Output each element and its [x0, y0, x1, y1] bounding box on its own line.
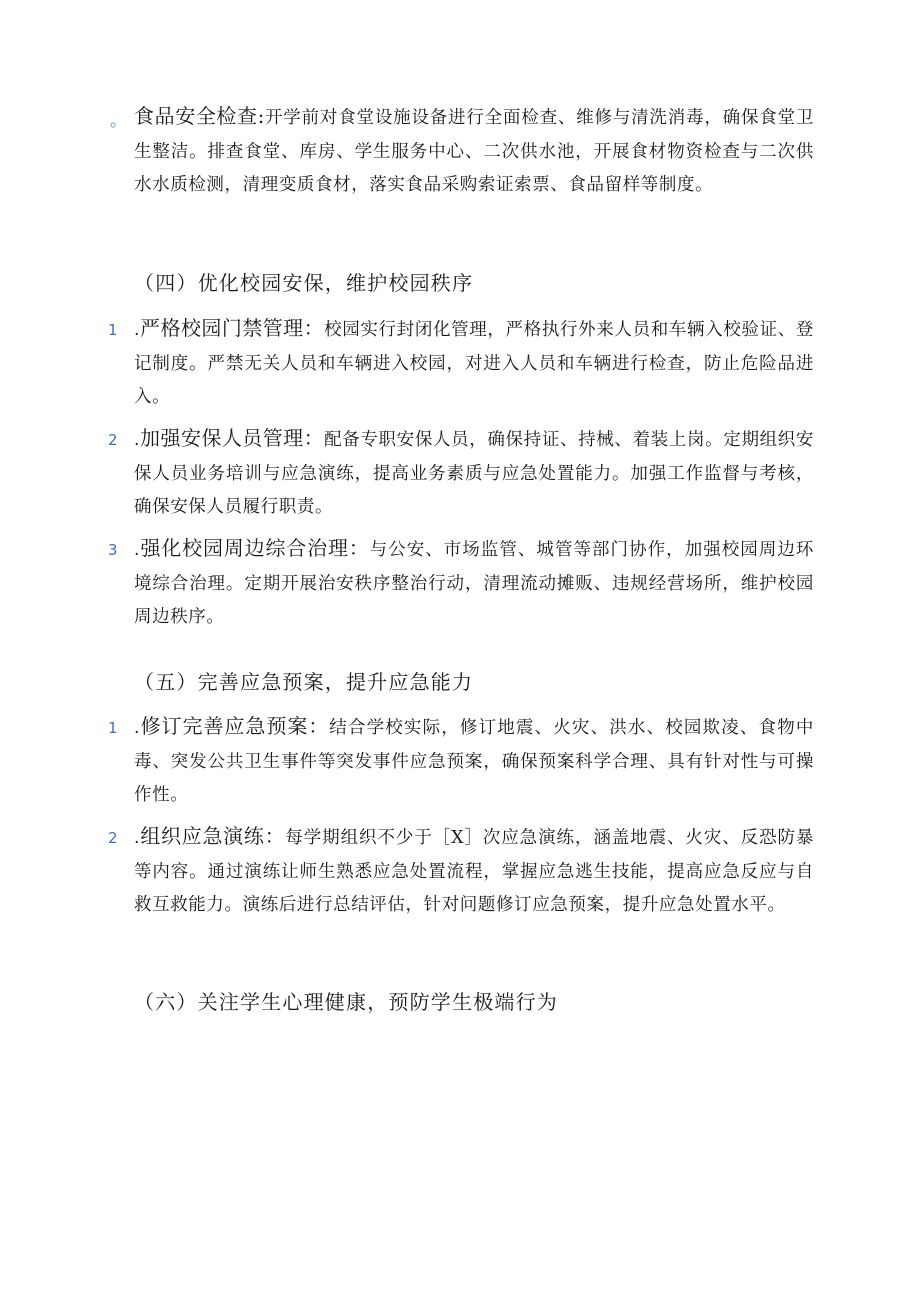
item-lead: 修订完善应急预案：: [140, 714, 330, 738]
list-marker: 3: [108, 541, 118, 559]
list-marker: 2: [108, 829, 118, 847]
list-item-food-safety: [110, 100, 814, 203]
item-body: 与公安、市场监管、城管等部门协作，加强校园周边环境综合治理。定期开展治安秩序整治行动，清理流动摊贩、违规经营场所，维护校园周边秩序。: [134, 540, 814, 627]
list-marker: 1: [108, 321, 118, 339]
item-lead: 加强安保人员管理：: [140, 426, 325, 450]
list-item-text: .加强安保人员管理：配备专职安保人员，确保持证、持械、着装上岗。定期组织安保人员业务培训与应急演练，提高业务素质与应急处置能力。加强工作监督与考核，确保安保人员履行职责。: [134, 426, 814, 517]
list-item-text: .严格校园门禁管理：校园实行封闭化管理，严格执行外来人员和车辆入校验证、登记制度。严禁无关人员和车辆进入校园，对进入人员和车辆进行检查，防止危险品进入。: [134, 316, 814, 407]
list-item-campus-surroundings: [108, 532, 814, 635]
list-item-text: .强化校园周边综合治理：与公安、市场监管、城管等部门协作，加强校园周边环境综合治理。定期开展治安秩序整治行动，清理流动摊贩、违规经营场所，维护校园周边秩序。: [134, 536, 814, 627]
list-item-gate-control: [108, 312, 814, 415]
item-body: 结合学校实际，修订地震、火灾、洪水、校园欺凌、食物中毒、突发公共卫生事件等突发事件应急预案，确保预案科学合理、具有针对性与可操作性。: [134, 718, 814, 805]
item-lead: 强化校园周边综合治理：: [140, 536, 370, 560]
item-body: 每学期组织不少于［X］次应急演练，涵盖地震、火灾、反恐防暴等内容。通过演练让师生熟悉应急处置流程，掌握应急逃生技能，提高应急反应与自救互救能力。演练后进行总结评估，针对问题修订应急预案，提升应急处置水平。: [134, 828, 814, 915]
item-body: 开学前对食堂设施设备进行全面检查、维修与清洗消毒，确保食堂卫生整洁。排查食堂、库房、学生服务中心、二次供水池，开展食材物资检查与二次供水水质检测，清理变质食材，落实食品采购索证索票、食品留样等制度。: [134, 108, 814, 195]
item-body: 校园实行封闭化管理，严格执行外来人员和车辆入校验证、登记制度。严禁无关人员和车辆进入校园，对进入人员和车辆进行检查，防止危险品进入。: [134, 320, 814, 407]
list-marker: 2: [108, 431, 118, 449]
section-heading-4: （四）优化校园安保，维护校园秩序: [134, 271, 474, 295]
section-heading-5: （五）完善应急预案，提升应急能力: [134, 670, 474, 694]
list-marker: 。: [110, 111, 127, 131]
section-heading-6: （六）关注学生心理健康，预防学生极端行为: [134, 990, 558, 1014]
list-marker: 1: [108, 719, 118, 737]
item-lead: 严格校园门禁管理：: [140, 316, 325, 340]
list-item-text: .修订完善应急预案：结合学校实际，修订地震、火灾、洪水、校园欺凌、食物中毒、突发公共卫生事件等突发事件应急预案，确保预案科学合理、具有针对性与可操作性。: [134, 714, 814, 805]
list-item-text: [134, 100, 814, 203]
item-lead: 组织应急演练：: [140, 824, 286, 848]
list-item-text: .组织应急演练：每学期组织不少于［X］次应急演练，涵盖地震、火灾、反恐防暴等内容。通过演练让师生熟悉应急处置流程，掌握应急逃生技能，提高应急反应与自救互救能力。演练后进行总结评估，针对问题修订应急预案，提升应急处置水平。: [134, 824, 814, 915]
item-lead: 食品安全检查:: [134, 104, 265, 128]
list-item-emergency-plans: [108, 710, 814, 813]
list-item-emergency-drills: [108, 820, 814, 923]
list-item-security-staff: [108, 422, 814, 525]
item-body: 配备专职安保人员，确保持证、持械、着装上岗。定期组织安保人员业务培训与应急演练，提高业务素质与应急处置能力。加强工作监督与考核，确保安保人员履行职责。: [134, 430, 814, 517]
